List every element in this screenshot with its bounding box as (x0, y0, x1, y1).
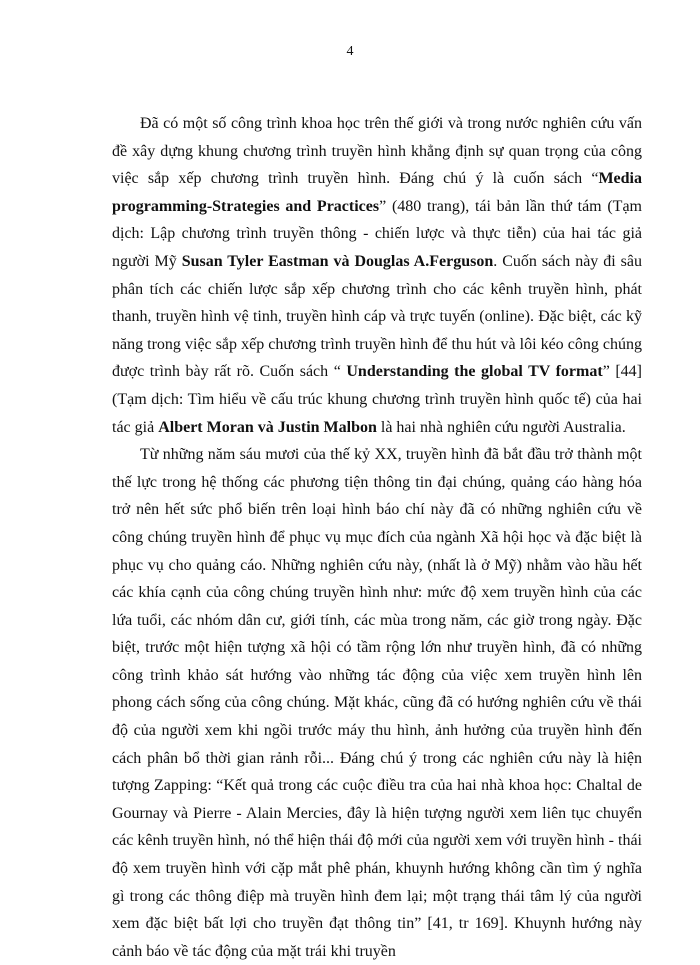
bold-text-run: Media programming-Strategies and Practices (112, 170, 642, 215)
text-run: Từ những năm sáu mươi của thế kỷ XX, truyền hình đã bắt đầu trở thành một thế lực trong hệ thống các phương tiện thông tin đại chúng, quảng cáo hàng hóa trở nên hết sức phổ biến trên loại hình báo chí này đã có những nghiên cứu về công chúng truyền hình để phục vụ mục đích của ngành Xã hội học và đặc biệt là phục vụ cho quảng cáo. Những nghiên cứu này, (nhất là ở Mỹ) nhằm vào hầu hết các khía cạnh của công chúng truyền hình như: mức độ xem truyền hình của các lứa tuổi, các nhóm dân cư, giới tính, các mùa trong năm, các giờ trong ngày. Đặc biệt, trước một hiện tượng xã hội có tầm rộng lớn như truyền hình, đã có những công trình khảo sát hướng vào những tác động của việc xem truyền hình lên phong cách sống của công chúng. Mặt khác, cũng đã có hướng nghiên cứu về thái độ của người xem khi ngồi trước máy thu hình, ảnh hưởng của truyền hình đến cách phân bổ thời gian rảnh rỗi... Đáng chú ý trong các nghiên cứu này là hiện tượng Zapping: “Kết quả trong các cuộc điều tra của hai nhà khoa học: Chaltal de Gournay và Pierre - Alain Mercies, đây là hiện tượng người xem liên tục chuyển các kênh truyền hình, nó thể hiện thái độ mới của người xem với truyền hình - thái độ xem truyền hình với cặp mắt phê phán, khuynh hướng không cần tìm ý nghĩa gì trong các thông điệp mà truyền hình đem lại; một trạng thái tâm lý của người xem đặc biệt bất lợi cho truyền đạt thông tin” [41, tr 169]. Khuynh hướng này cảnh báo về tác động của mặt trái khi truyền (112, 446, 642, 960)
bold-text-run: Albert Moran và Justin Malbon (158, 418, 377, 436)
text-run: là hai nhà nghiên cứu người Australia. (376, 418, 626, 436)
text-run: ” [44] (Tạm dịch: Tìm hiểu về cấu trúc khung chương trình truyền hình quốc tế) của hai tác giả (112, 363, 642, 436)
bold-text-run: Susan Tyler Eastman và Douglas A.Ferguson (181, 252, 494, 270)
paragraph-2 (112, 441, 642, 965)
body-text (112, 110, 642, 965)
text-run: Đã có một số công trình khoa học trên thế giới và trong nước nghiên cứu vấn đề xây dựng khung chương trình truyền hình khẳng định sự quan trọng của công việc sắp xếp chương trình truyền hình. Đáng chú ý là cuốn sách “ (112, 115, 642, 188)
text-run: ” (480 trang), tái bản lần thứ tám (Tạm dịch: Lập chương trình truyền thông - chiến lược và thực tiễn) của hai tác giả người Mỹ (112, 197, 643, 270)
text-run: . Cuốn sách này đi sâu phân tích các chiến lược sắp xếp chương trình cho các kênh truyền hình, phát thanh, truyền hình vệ tinh, truyền hình cáp và trực tuyến (online). Đặc biệt, các kỹ năng trong việc sắp xếp chương trình truyền hình để thu hút và lôi kéo công chúng được trình bày rất rõ. Cuốn sách “ (112, 252, 642, 381)
page-number: 4 (346, 44, 354, 59)
bold-text-run: Understanding the global TV format (346, 363, 603, 381)
paragraph-1 (112, 110, 642, 441)
